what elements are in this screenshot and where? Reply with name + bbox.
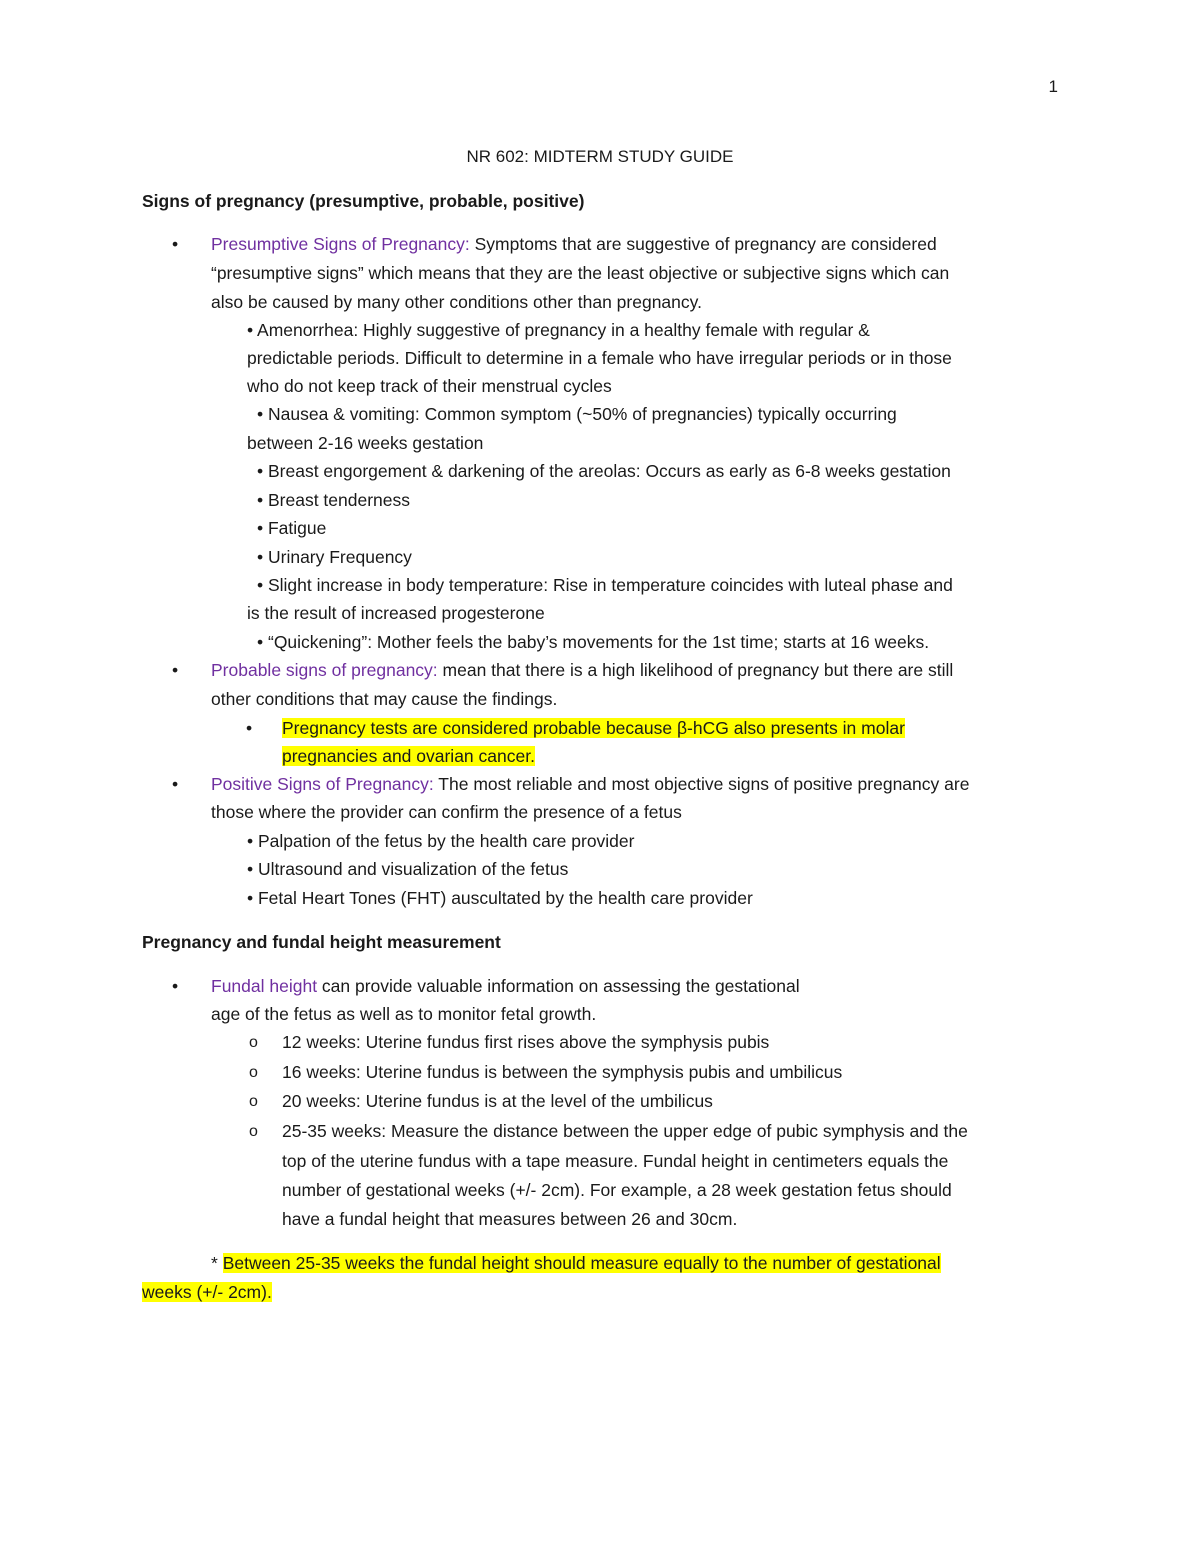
- list-item: • Fatigue: [257, 518, 327, 538]
- document-title: NR 602: MIDTERM STUDY GUIDE: [466, 147, 734, 166]
- page-number: 1: [1048, 77, 1058, 96]
- highlight-probable-1: Pregnancy tests are considered probable because β-hCG also presents in molar: [282, 718, 905, 738]
- probable-text: mean that there is a high likelihood of pregnancy but there are still: [437, 660, 954, 680]
- positive-line-2: those where the provider can confirm the presence of a fetus: [211, 802, 682, 822]
- list-item: • “Quickening”: Mother feels the baby’s movements for the 1st time; starts at 16 weeks.: [257, 632, 930, 652]
- list-item: • Amenorrhea: Highly suggestive of pregnancy in a healthy female with regular &: [247, 320, 870, 340]
- list-item: • Fetal Heart Tones (FHT) auscultated by the health care provider: [247, 888, 753, 908]
- highlighted-line: [282, 745, 535, 767]
- highlighted-line: [282, 717, 905, 739]
- presumptive-line-1: [211, 233, 937, 255]
- probable-line-1: [211, 659, 953, 681]
- note-line-1: [211, 1252, 941, 1274]
- list-item: • Nausea & vomiting: Common symptom (~50% of pregnancies) typically occurring: [257, 404, 897, 424]
- sub-bullet-glyph: o: [249, 1064, 258, 1081]
- list-item: is the result of increased progesterone: [247, 603, 545, 623]
- list-item: have a fundal height that measures between 26 and 30cm.: [282, 1209, 738, 1229]
- sub-bullet-glyph: o: [249, 1034, 258, 1051]
- positive-text: The most reliable and most objective signs of positive pregnancy are: [433, 774, 970, 794]
- fundal-term: Fundal height: [211, 976, 318, 996]
- highlight-probable-2: pregnancies and ovarian cancer.: [282, 746, 535, 766]
- sub-bullet-glyph: o: [249, 1093, 258, 1110]
- presumptive-text: Symptoms that are suggestive of pregnancy are considered: [469, 234, 937, 254]
- sub-bullet-glyph: o: [249, 1123, 258, 1140]
- note-prefix: *: [211, 1253, 223, 1273]
- probable-term: Probable signs of pregnancy:: [211, 660, 438, 680]
- list-item: 25-35 weeks: Measure the distance between the upper edge of pubic symphysis and the: [282, 1121, 968, 1141]
- list-item: • Slight increase in body temperature: Rise in temperature coincides with luteal phase and: [257, 575, 953, 595]
- note-line-2: [142, 1281, 272, 1303]
- presumptive-term: Presumptive Signs of Pregnancy:: [211, 234, 470, 254]
- list-item: 20 weeks: Uterine fundus is at the level of the umbilicus: [282, 1091, 713, 1111]
- list-item: 12 weeks: Uterine fundus first rises above the symphysis pubis: [282, 1032, 770, 1052]
- list-item: top of the uterine fundus with a tape measure. Fundal height in centimeters equals the: [282, 1151, 949, 1171]
- highlight-note-2: weeks (+/- 2cm).: [142, 1282, 272, 1302]
- bullet-glyph: •: [172, 660, 179, 680]
- list-item: between 2-16 weeks gestation: [247, 433, 484, 453]
- bullet-glyph: •: [172, 774, 179, 794]
- list-item: number of gestational weeks (+/- 2cm). For example, a 28 week gestation fetus should: [282, 1180, 952, 1200]
- highlight-note-1: Between 25-35 weeks the fundal height should measure equally to the number of gestational: [222, 1253, 941, 1273]
- list-item: who do not keep track of their menstrual cycles: [247, 376, 612, 396]
- list-item: • Breast tenderness: [257, 490, 411, 510]
- positive-term: Positive Signs of Pregnancy:: [211, 774, 434, 794]
- probable-line-2: other conditions that may cause the findings.: [211, 689, 558, 709]
- presumptive-line-3: also be caused by many other conditions other than pregnancy.: [211, 292, 702, 312]
- list-item: • Ultrasound and visualization of the fetus: [247, 859, 569, 879]
- list-item: 16 weeks: Uterine fundus is between the symphysis pubis and umbilicus: [282, 1062, 843, 1082]
- section-heading-signs: Signs of pregnancy (presumptive, probable, positive): [142, 191, 585, 211]
- section-heading-fundal: Pregnancy and fundal height measurement: [142, 932, 501, 952]
- fundal-text: can provide valuable information on assessing the gestational: [317, 976, 800, 996]
- presumptive-line-2: “presumptive signs” which means that they are the least objective or subjective signs which can: [211, 263, 950, 283]
- fundal-line-1: [211, 975, 800, 997]
- list-item: predictable periods. Difficult to determine in a female who have irregular periods or in those: [247, 348, 952, 368]
- list-item: • Breast engorgement & darkening of the areolas: Occurs as early as 6-8 weeks gestation: [257, 461, 951, 481]
- bullet-glyph: •: [172, 234, 179, 254]
- bullet-glyph: •: [172, 976, 179, 996]
- fundal-line-2: age of the fetus as well as to monitor fetal growth.: [211, 1004, 597, 1024]
- bullet-glyph: •: [246, 718, 253, 738]
- positive-line-1: [211, 773, 969, 795]
- list-item: • Palpation of the fetus by the health care provider: [247, 831, 635, 851]
- list-item: • Urinary Frequency: [257, 547, 412, 567]
